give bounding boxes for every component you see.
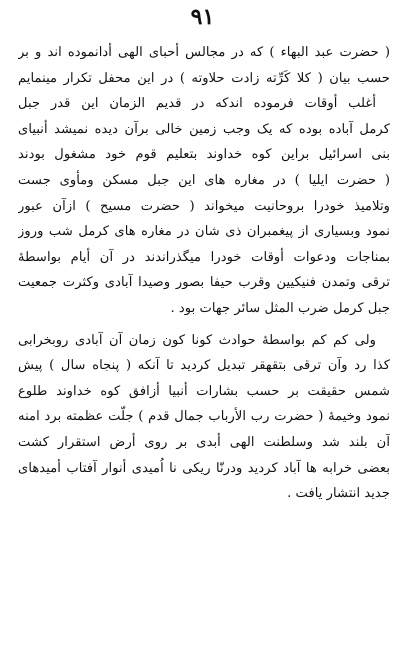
text-line: بنی اسرائیل براین کوه خداوند بتعلیم قوم خود مشغول بودند <box>18 147 390 163</box>
text-line: بمناجات ودعوات أوقات خودرا میگذراندند در آن أیام بواسطهٔ <box>18 249 390 265</box>
text-line: نمود وخیمهٔ ( حضرت رب الأرباب جمال قدم ) جلّت عظمته برد امنه <box>18 409 390 425</box>
body-text <box>18 40 390 507</box>
text-line: کذا رد وآن ترقی بتقهقر تبدیل کردید تا آنکه ( پنجاه سال ) پیش <box>18 358 390 374</box>
text-line: آن بلند شد وسلطنت الهی أبدی بر روی أرض استقرار کشت <box>18 434 390 450</box>
page-number: ٩١ <box>190 4 215 30</box>
text-line: أغلب أوقات فرموده اندکه در قدیم الزمان این قدر جبل <box>18 96 376 112</box>
text-line: بعضی خرابه ها آباد کردید ودرنّا ریکی نا اُمیدی أنوار آفتاب أمیدهای <box>18 460 390 476</box>
text-line: حسب بیان ( کلا کَرِّته زادت حلاوته ) در این محفل تکرار مینمایم <box>18 70 390 86</box>
text-line: ( حضرت عبد البهاء ) که در مجالس أحبای الهی أدانموده اند و بر <box>18 45 390 60</box>
text-line: وتلامیذ خودرا بروحانیت میخواند ( حضرت مسیح ) ازآن عبور <box>18 198 390 214</box>
text-line: جدید انتشار یافت . <box>287 486 390 502</box>
text-line: ( حضرت ایلیا ) در مغاره های این جبل مسکن ومأوی جست <box>18 172 390 188</box>
paragraph-2 <box>18 328 390 507</box>
text-line: جبل کرمل ضرب المثل سائر جهات بود . <box>170 300 390 316</box>
text-line: کرمل آباده بوده که یک وجب زمین خالی برآن دیده نمیشد أنبیای <box>18 121 390 137</box>
text-line: ولی کم کم بواسطهٔ حوادث کونا کون زمان آن آبادی روبخرابی <box>18 332 376 348</box>
text-line: نمود وبسیاری از پیغمبران ذی شان در مغاره های کرمل شب وروز <box>18 224 390 240</box>
paragraph-1 <box>18 40 390 322</box>
text-line: ترقی وتمدن فنیکیین وقرب حیفا بصور وصیدا آبادی وکثرت جمعیت <box>18 275 390 291</box>
text-line: شمس حقیقت بر حسب بشارات أنبیا أزافق کوه خداوند طلوع <box>18 383 390 399</box>
